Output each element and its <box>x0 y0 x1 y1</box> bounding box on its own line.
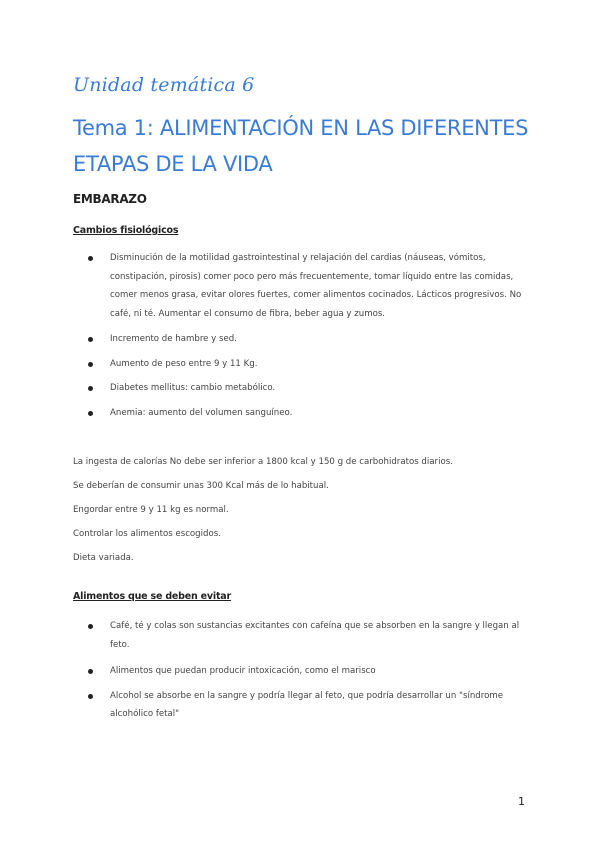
list-item <box>88 330 528 349</box>
unit-title: Unidad temática 6 <box>73 74 255 96</box>
list-item <box>88 355 528 374</box>
paragraph: Engordar entre 9 y 11 kg es normal. <box>73 505 229 515</box>
bullet-icon <box>88 669 93 674</box>
list-item-text: Incremento de hambre y sed. <box>110 334 237 344</box>
list-item-text: Alcohol se absorbe en la sangre y podría llegar al feto, que podría desarrollar un "síndrome alcohólico fetal" <box>110 690 504 719</box>
topic-title: Tema 1: ALIMENTACIÓN EN LAS DIFERENTES ETAPAS DE LA VIDA <box>73 116 529 176</box>
bullet-icon <box>88 411 93 416</box>
bullet-icon <box>88 337 93 342</box>
foods-to-avoid-heading: Alimentos que se deben evitar <box>73 591 232 602</box>
bullet-icon <box>88 694 93 699</box>
bullet-icon <box>88 256 93 261</box>
list-item-text: Alimentos que puedan producir intoxicación, como el marisco <box>110 666 376 676</box>
section-heading: EMBARAZO <box>73 192 147 206</box>
body-paragraphs <box>73 450 533 570</box>
physiological-changes-list <box>88 249 528 422</box>
list-item-text: Café, té y colas son sustancias excitantes con cafeína que se absorben en la sangre y llegan al feto. <box>110 621 520 650</box>
list-item <box>88 617 528 654</box>
foods-to-avoid-list <box>88 617 528 724</box>
paragraph: Dieta variada. <box>73 553 134 563</box>
list-item <box>88 249 528 323</box>
page-number: 1 <box>518 795 525 808</box>
list-item-text: Anemia: aumento del volumen sanguíneo. <box>110 407 293 418</box>
bullet-icon <box>88 624 93 629</box>
bullet-icon <box>88 362 93 367</box>
list-item <box>88 662 528 681</box>
list-item-text: Disminución de la motilidad gastrointestinal y relajación del cardias (náuseas, vómitos, constipación, pirosis) comer poco pero más frecuentemente, tomar líquido entre las comidas, comer menos grasa, evitar olores fuertes, comer alimentos cocinados. Lácticos progresivos. No café, ni té. Aumentar el consumo de fibra, beber agua y zumos. <box>110 253 522 319</box>
list-item <box>88 404 528 423</box>
list-item <box>88 687 528 724</box>
list-item-text: Aumento de peso entre 9 y 11 Kg. <box>110 358 258 369</box>
list-item-text: Diabetes mellitus: cambio metabólico. <box>110 383 276 393</box>
paragraph: Se deberían de consumir unas 300 Kcal más de lo habitual. <box>73 481 329 491</box>
physiological-changes-heading: Cambios fisiológicos <box>73 225 179 236</box>
list-item <box>88 379 528 398</box>
bullet-icon <box>88 386 93 391</box>
paragraph: Controlar los alimentos escogidos. <box>73 529 221 539</box>
paragraph: La ingesta de calorías No debe ser inferior a 1800 kcal y 150 g de carbohidratos diarios. <box>73 457 453 467</box>
